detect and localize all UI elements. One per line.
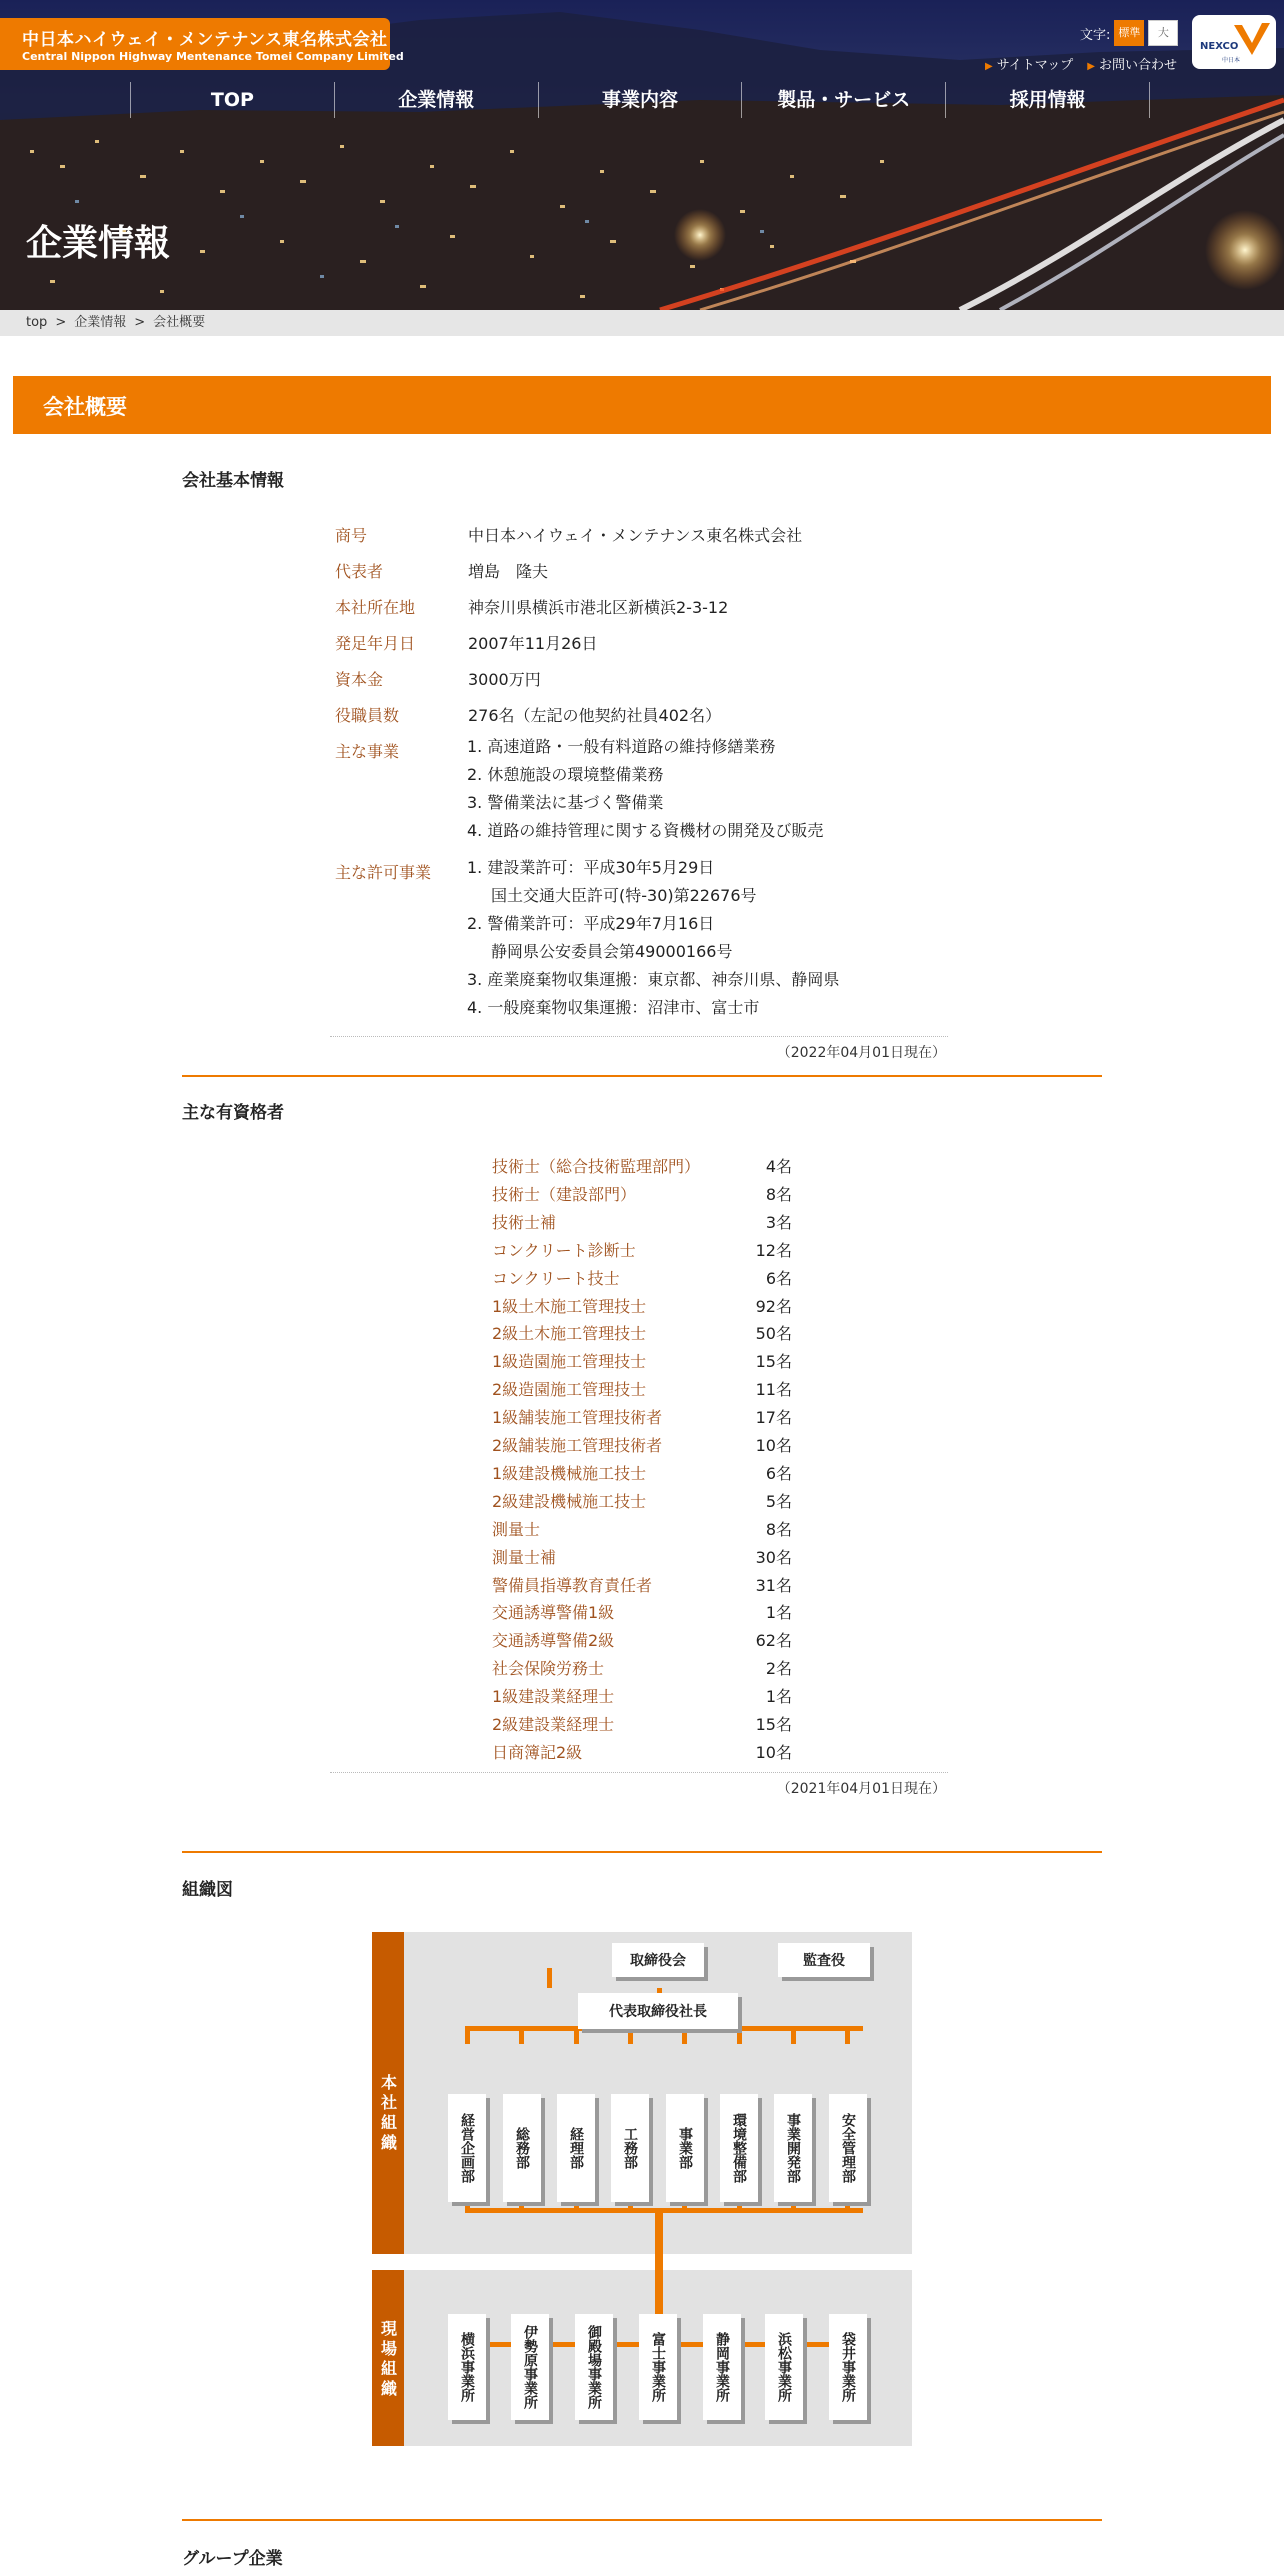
qualification-name: 2級建設機械施工技士: [492, 1492, 647, 1511]
page-title: 企業情報: [26, 223, 171, 264]
office-box: [829, 2314, 871, 2424]
info-value: 増島 隆夫: [468, 562, 549, 581]
breadcrumb: [0, 310, 1284, 336]
qualification-name: 技術士（総合技術監理部門）: [492, 1157, 701, 1176]
office-box-label: 袋井事業所: [840, 2332, 856, 2402]
info-label: 代表者: [335, 562, 384, 581]
office-box-label: 横浜事業所: [459, 2332, 475, 2402]
info-value: 中日本ハイウェイ・メンテナンス東名株式会社: [468, 526, 803, 545]
permit-item: 静岡県公安委員会第49000166号: [491, 942, 733, 961]
qualification-name: 2級舗装施工管理技術者: [492, 1436, 663, 1455]
dept-box-label: 経営企画部: [459, 2113, 475, 2183]
qualification-name: 1級建設機械施工技士: [492, 1464, 647, 1483]
qualification-name: 警備員指導教育責任者: [492, 1576, 653, 1595]
breadcrumb-current: 会社概要: [153, 315, 206, 330]
info-label: 商号: [335, 526, 368, 545]
qualification-count: 8名: [765, 1520, 792, 1539]
nexco-logo-subtext: 中日本: [1222, 57, 1241, 64]
breadcrumb-separator: >: [55, 315, 67, 330]
auditor-label: 監査役: [803, 1953, 845, 1969]
qualification-count: 4名: [765, 1157, 792, 1176]
qualification-count: 12名: [755, 1241, 792, 1260]
qualification-name: コンクリート技士: [492, 1269, 620, 1288]
permit-item: 4. 一般廃棄物収集運搬：沼津市、富士市: [467, 998, 760, 1017]
office-box-label: 浜松事業所: [776, 2332, 792, 2402]
section-rule: [182, 1851, 1102, 1853]
office-box-label: 御殿場事業所: [586, 2325, 602, 2409]
nexco-logo[interactable]: [1192, 15, 1276, 69]
qualification-name: 社会保険労務士: [492, 1659, 605, 1678]
office-box: [575, 2314, 617, 2424]
divider: [330, 1772, 948, 1773]
as-of-date: （2021年04月01日現在）: [776, 1781, 946, 1797]
qualifications-heading: 主な有資格者: [182, 1103, 284, 1123]
global-nav: [130, 82, 1150, 118]
qualification-count: 6名: [765, 1464, 792, 1483]
utility-links: [985, 54, 1177, 73]
font-size-label: 文字:: [1080, 27, 1111, 43]
qualification-count: 1名: [765, 1687, 792, 1706]
qualification-count: 11名: [755, 1380, 792, 1399]
dept-box: [611, 2094, 653, 2206]
office-box: [765, 2314, 807, 2424]
office-box: [448, 2314, 490, 2424]
company-name-en: Central Nippon Highway Mentenance Tomei Company Limited: [22, 50, 404, 63]
hero-banner: [0, 0, 1284, 310]
office-box-label: 富士事業所: [650, 2332, 666, 2402]
org-side-label: 本社組織: [378, 2074, 398, 2154]
permit-list: [467, 854, 839, 1022]
dept-box: [666, 2094, 708, 2206]
org-side-label: 現場組織: [378, 2320, 398, 2400]
qualification-count: 10名: [755, 1743, 792, 1762]
business-item: 3. 警備業法に基づく警備業: [467, 793, 664, 812]
dept-box: [720, 2094, 762, 2206]
office-box: [511, 2314, 553, 2424]
qualification-name: 技術士補: [492, 1213, 557, 1232]
qualification-count: 15名: [755, 1715, 792, 1734]
info-label: 主な事業: [335, 742, 400, 761]
breadcrumb-top-link[interactable]: top: [26, 315, 48, 330]
breadcrumb-company-link[interactable]: 企業情報: [74, 315, 127, 330]
qualification-name: 交通誘導警備1級: [492, 1603, 615, 1622]
org-chart-diagram: [372, 1932, 912, 2446]
breadcrumb-separator: >: [134, 315, 146, 330]
font-size-standard-button[interactable]: 標準: [1114, 20, 1144, 46]
qualification-count: 8名: [765, 1185, 792, 1204]
qualification-count: 92名: [755, 1297, 792, 1316]
qualification-count: 5名: [765, 1492, 792, 1511]
nav-company[interactable]: 企業情報: [334, 82, 538, 118]
dept-box-label: 経理部: [568, 2127, 584, 2169]
qualification-name: 1級造園施工管理技士: [492, 1352, 647, 1371]
permit-item: 国土交通大臣許可(特-30)第22676号: [491, 886, 757, 905]
as-of-date: （2022年04月01日現在）: [776, 1045, 946, 1061]
qualification-name: 2級土木施工管理技士: [492, 1324, 647, 1343]
nav-products[interactable]: 製品・サービス: [741, 82, 945, 118]
business-item: 2. 休憩施設の環境整備業務: [467, 765, 664, 784]
qualification-name: 1級建設業経理士: [492, 1687, 615, 1706]
business-item: 1. 高速道路・一般有料道路の維持修繕業務: [467, 737, 776, 756]
info-value: 2007年11月26日: [468, 634, 598, 653]
dept-box: [503, 2094, 545, 2206]
qualification-count: 17名: [755, 1408, 792, 1427]
info-label: 資本金: [335, 670, 384, 689]
qualification-count: 31名: [755, 1576, 792, 1595]
dept-box: [829, 2094, 871, 2206]
qualification-name: 2級建設業経理士: [492, 1715, 615, 1734]
permit-item: 2. 警備業許可：平成29年7月16日: [467, 914, 715, 933]
info-value: 3000万円: [468, 670, 541, 689]
qualification-count: 1名: [765, 1603, 792, 1622]
section-rule: [182, 2519, 1102, 2521]
qualification-name: 日商簿記2級: [492, 1743, 583, 1762]
qualification-name: 測量士: [492, 1520, 541, 1539]
qualification-count: 50名: [755, 1324, 792, 1343]
dept-box-label: 工務部: [622, 2127, 638, 2169]
dept-box-label: 安全管理部: [840, 2113, 856, 2183]
board-label: 取締役会: [630, 1953, 686, 1969]
font-size-switcher: [1080, 20, 1178, 46]
permit-item: 1. 建設業許可：平成30年5月29日: [467, 858, 715, 877]
qualification-name: コンクリート診断士: [492, 1241, 636, 1260]
president-box: [578, 1993, 742, 2033]
nav-business[interactable]: 事業内容: [538, 82, 742, 118]
permit-item: 3. 産業廃棄物収集運搬：東京都、神奈川県、静岡県: [467, 970, 840, 989]
qualification-name: 1級土木施工管理技士: [492, 1297, 647, 1316]
auditor-box: [778, 1943, 874, 1981]
board-box: [612, 1943, 708, 1981]
dept-box-label: 事業部: [677, 2127, 693, 2169]
hq-label: [379, 2073, 398, 2154]
contact-link[interactable]: ▶ お問い合わせ: [1087, 54, 1177, 73]
info-label: 本社所在地: [335, 598, 416, 617]
info-value: 276名（左記の他契約社員402名）: [468, 706, 722, 725]
company-name-jp: 中日本ハイウェイ・メンテナンス東名株式会社: [22, 30, 388, 50]
office-box-label: 静岡事業所: [714, 2332, 730, 2402]
section-header: [13, 376, 1271, 434]
qualification-count: 6名: [765, 1269, 792, 1288]
qualification-count: 62名: [755, 1631, 792, 1650]
org-chart: [372, 1932, 912, 2450]
company-logo[interactable]: [0, 18, 404, 70]
basic-info-heading: 会社基本情報: [182, 471, 284, 491]
office-box-label: 伊勢原事業所: [522, 2325, 538, 2409]
office-box: [639, 2314, 681, 2424]
info-value: 神奈川県横浜市港北区新横浜2-3-12: [468, 598, 729, 617]
nav-top[interactable]: TOP: [130, 82, 334, 118]
dept-box-label: 総務部: [514, 2127, 530, 2169]
font-size-large-button[interactable]: 大: [1148, 20, 1178, 46]
section-title: 会社概要: [43, 395, 127, 419]
qualification-name: 1級舗装施工管理技術者: [492, 1408, 663, 1427]
org-chart-heading: 組織図: [182, 1880, 233, 1900]
qualification-count: 30名: [755, 1548, 792, 1567]
business-list: [467, 733, 823, 845]
field-label: [379, 2320, 398, 2400]
dept-box-label: 環境整備部: [731, 2113, 747, 2183]
dept-box: [774, 2094, 816, 2206]
dept-box: [557, 2094, 599, 2206]
info-label: 役職員数: [335, 706, 400, 725]
info-label: 主な許可事業: [335, 863, 432, 882]
nav-recruit[interactable]: 採用情報: [945, 82, 1150, 118]
info-label: 発足年月日: [335, 634, 416, 653]
qualification-name: 測量士補: [492, 1548, 557, 1567]
dept-box: [448, 2094, 490, 2206]
president-label: 代表取締役社長: [609, 2004, 707, 2020]
qualification-count: 2名: [765, 1659, 792, 1678]
office-box: [703, 2314, 745, 2424]
qualification-name: 技術士（建設部門）: [492, 1185, 637, 1204]
nexco-logo-text: NEXCO: [1200, 41, 1239, 52]
qualification-name: 2級造園施工管理技士: [492, 1380, 647, 1399]
dept-box-label: 事業開発部: [785, 2113, 801, 2183]
qualification-count: 10名: [755, 1436, 792, 1455]
divider: [330, 1036, 948, 1037]
qualification-count: 3名: [765, 1213, 792, 1232]
business-item: 4. 道路の維持管理に関する資機材の開発及び販売: [467, 821, 824, 840]
sitemap-link[interactable]: ▶ サイトマップ: [985, 54, 1073, 73]
group-companies-heading: グループ企業: [182, 2549, 283, 2569]
qualification-name: 交通誘導警備2級: [492, 1631, 615, 1650]
qualification-count: 15名: [755, 1352, 792, 1371]
section-rule: [182, 1075, 1102, 1077]
